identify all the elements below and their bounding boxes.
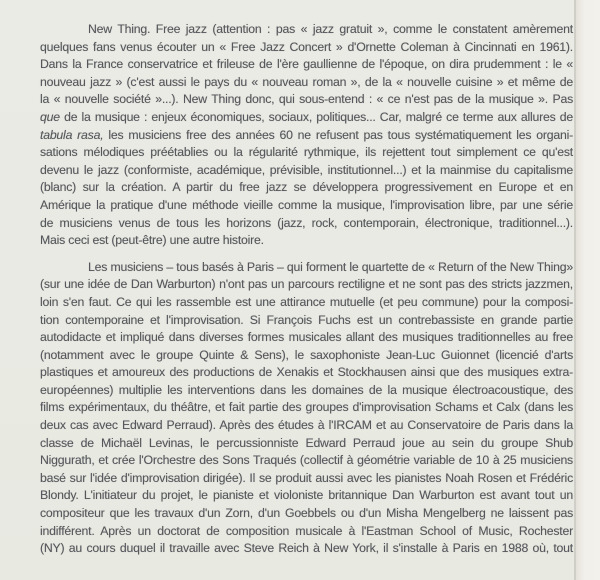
paragraph xyxy=(40,21,573,250)
text-segment: indifférent. Après un doctorat de composition musicale à l'Eastman School of Music, Rochester xyxy=(40,523,573,538)
text-segment: (NY) au cours duquel il travaille avec Steve Reich à New York, il s'installe à Paris en 1988 où, tout xyxy=(40,541,573,556)
text-line xyxy=(40,364,573,382)
text-line xyxy=(40,417,573,435)
text-line xyxy=(40,470,573,488)
text-segment: (blanc) sur la création. A partir du free jazz se développera progressivement en Europe et en xyxy=(40,180,573,195)
text-line xyxy=(40,329,573,347)
italic-text-segment: que xyxy=(40,109,60,124)
text-line xyxy=(40,312,573,330)
text-segment: (sur une idée de Dan Warburton) n'ont pas un parcours rectiligne et ne sont pas des stricts jazzmen, xyxy=(40,277,573,292)
text-segment: basé sur l'idée d'improvisation dirigée). Il se produit aussi avec les pianistes Noah Rosen et Frédéric xyxy=(40,470,573,485)
text-line xyxy=(40,276,573,294)
text-segment: quelques fans venus écouter un « Free Jazz Concert » d'Ornette Coleman à Cincinnati en 1961). xyxy=(40,39,573,54)
text-line xyxy=(40,21,573,39)
text-line xyxy=(40,215,573,233)
text-segment: tion contemporaine et l'improvisation. Si François Fuchs est un contrebassiste en grande partie xyxy=(40,312,573,327)
text-segment: Mais ceci est (peut-être) une autre histoire. xyxy=(40,233,264,248)
text-segment: la « nouvelle société »...). New Thing donc, qui sous-entend : « ce n'est pas de la musique ». Pas xyxy=(40,92,573,107)
text-line xyxy=(40,523,573,541)
text-segment: New Thing. Free jazz (attention : pas « jazz gratuit », comme le constatent amèrement xyxy=(88,22,573,36)
text-segment: loin s'en faut. Ce qui les rassemble est une attirance mutuelle (et peu commune) pour la composi- xyxy=(40,294,573,309)
text-line xyxy=(40,294,573,312)
italic-text-segment: tabula rasa, xyxy=(40,127,104,142)
text-line xyxy=(40,232,573,250)
text-segment: nouveau jazz » (c'est aussi le pays du « nouveau roman », de la « nouvelle cuisine » et même de xyxy=(40,74,573,89)
text-segment: sations mélodiques préétablies ou la régularité rythmique, ils rejettent tout simplement ce qu'est xyxy=(40,145,573,160)
text-segment: deux cas avec Edward Perraud). Après des études à l'IRCAM et au Conservatoire de Paris dans la xyxy=(40,418,573,433)
text-segment: Les musiciens – tous basés à Paris – qui forment le quartette de « Return of the New Thing» xyxy=(88,259,573,274)
text-segment: de musiciens venus de tous les horizons (jazz, rock, contemporain, électronique, traditionnel...). xyxy=(40,215,573,230)
text-line xyxy=(40,91,573,109)
text-line xyxy=(40,399,573,417)
text-line xyxy=(40,162,573,180)
text-segment: Niggurath, et crée l'Orchestre des Sons Traqués (collectif à géométrie variable de 10 à 25 musiciens xyxy=(40,453,573,468)
text-line xyxy=(40,39,573,57)
text-segment: européennes) multiplie les interventions dans les domaines de la musique électroacoustique, des xyxy=(40,382,573,397)
text-segment: compositeur que les travaux d'un Zorn, d'un Goebbels ou d'un Misha Mengelberg ne laissent pas xyxy=(40,506,573,521)
text-line xyxy=(40,435,573,453)
text-line xyxy=(40,452,573,470)
text-segment: autodidacte et impliqué dans diverses formes musicales allant des musiques traditionnelles au free xyxy=(40,330,573,345)
text-segment: Dans la France conservatrice et frileuse de l'ère gaullienne de l'époque, on dira prudemment : le « xyxy=(40,57,573,72)
text-line xyxy=(40,109,573,127)
text-segment: devenu le jazz (conformiste, académique, prévisible, institutionnel...) et la mainmise du capitalisme xyxy=(40,162,573,177)
text-line xyxy=(40,56,573,74)
text-line xyxy=(40,487,573,505)
text-segment: Blondy. L'initiateur du projet, le pianiste et violoniste britannique Dan Warburton est avant tout un xyxy=(40,488,573,503)
text-line xyxy=(40,259,573,277)
text-segment: de la musique : enjeux économiques, sociaux, politiques... Car, malgré ce terme aux allures de xyxy=(59,109,573,124)
text-line xyxy=(40,505,573,523)
text-line xyxy=(40,179,573,197)
paragraph xyxy=(40,259,573,558)
text-segment: (notamment avec le groupe Quinte & Sens), le saxophoniste Jean-Luc Guionnet (licencié d'arts xyxy=(40,347,573,362)
text-segment: plastiques et amoureux des productions de Xenakis et Stockhausen ainsi que des musiques extra- xyxy=(40,365,573,380)
page-edge-strip xyxy=(576,0,600,580)
text-line xyxy=(40,347,573,365)
text-segment: Amérique la pratique d'une méthode vieille comme la musique, l'improvisation libre, par une série xyxy=(40,197,573,212)
text-segment: films expérimentaux, du théâtre, et fait partie des groupes d'improvisation Schams et Calx (dans les xyxy=(40,400,573,415)
text-line xyxy=(40,197,573,215)
text-segment: classe de Michaël Levinas, le percussionniste Edward Perraud joue au sein du groupe Shub xyxy=(40,435,573,450)
text-segment: les musiciens free des années 60 ne refusent pas tous systématiquement les organi- xyxy=(103,127,574,142)
text-line xyxy=(40,127,573,145)
text-line xyxy=(40,540,573,558)
booklet-text xyxy=(40,21,573,558)
text-line xyxy=(40,382,573,400)
text-line xyxy=(40,144,573,162)
text-line xyxy=(40,74,573,92)
